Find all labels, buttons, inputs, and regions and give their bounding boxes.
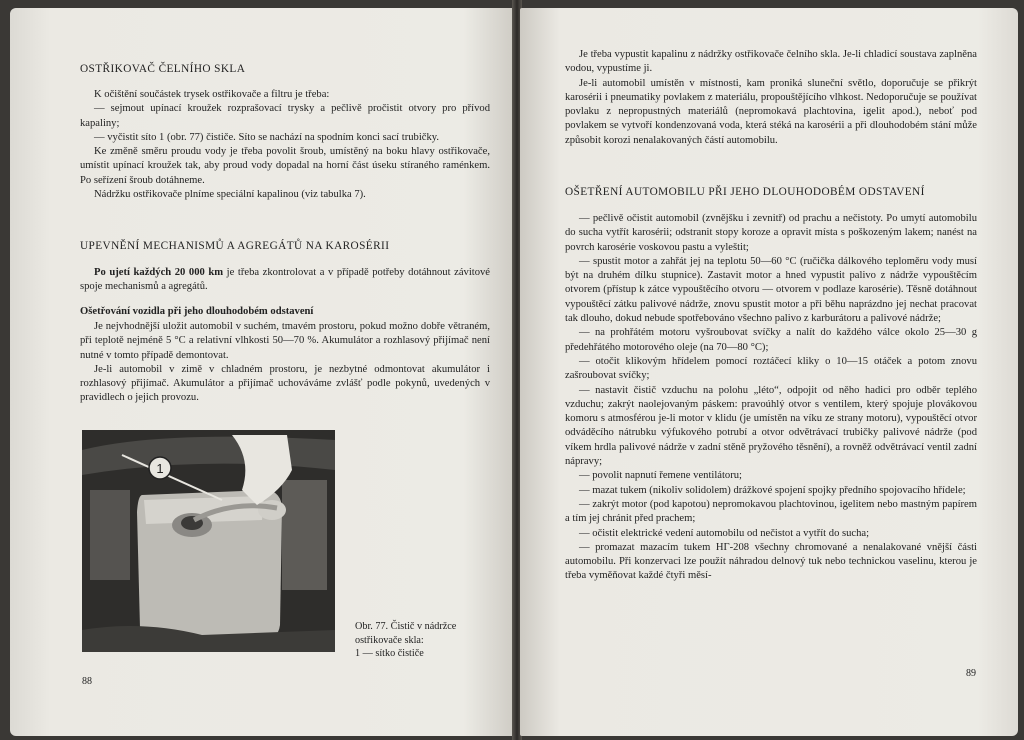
washer-para: — vyčistit síto 1 (obr. 77) čističe. Síto se nachází na spodním konci sací trubičky. (94, 131, 440, 143)
left-page (10, 8, 514, 736)
intro-para: Je-li automobil umístěn v místnosti, kam proniká sluneční světlo, doporučuje se přikrýt karosérii i pneumatiky povlakem z materiálu, propouštějícího vlhkost. Nedoporučuje se používat povlaku z nepropustných materiálů (nepromokavá plachtovina, igelit apod.), neboť pod povlakem se vytvoří kondenzovaná voda, která stéká na karosérii a při dlouhodobém stání může způsobit korozi nenalakovaných částí automobilu. (565, 77, 977, 146)
storage-text (80, 320, 490, 406)
step-item: — spustit motor a zahřát jej na teplotu 50—60 °C (ručička dálkového teploměru vody musí být na druhém dílku stupnice). Zastavit motor a hned vypustit palivo z nádrže vypouštěcím otvorem (přístup k zátce vypouštěcího otvoru — otvorem v podlaze karosérie). Těsně dotáhnout vypouštěcí zátku palivové nádrže, znovu spustit motor a při běhu naprázdno jej nechat pracovat tak dlouho, dokud nebude spotřebováno všechno palivo z karburátoru a palivové nádrže; (565, 255, 977, 325)
heading-long-term-storage: OŠETŘENÍ AUTOMOBILU PŘI JEHO DLOUHODOBÉM ODSTAVENÍ (565, 186, 925, 198)
washer-para: Nádržku ostřikovače plníme speciální kapalinou (viz tabulka 7). (94, 189, 366, 201)
step-item: — očistit elektrické vedení automobilu od nečistot a vytřít do sucha; (579, 527, 870, 539)
caption-line: Obr. 77. Čistič v nádržce (355, 621, 457, 632)
figure-77-caption (355, 620, 505, 661)
heading-windshield-washer: OSTŘIKOVAČ ČELNÍHO SKLA (80, 63, 246, 75)
washer-para: Ke změně směru proudu vody je třeba povolit šroub, umístěný na boku hlavy ostřikovače, umístit upínací kroužek tak, aby proud vody dopadal na horní část úseku stíraného raménkem. Po seřízení šroub dotáhneme. (80, 146, 490, 186)
step-item: — zakrýt motor (pod kapotou) nepromokavou plachtovinou, igelitem nebo mastným papírem a tím jej chránit před prachem; (565, 498, 977, 525)
washer-para: — sejmout upínací kroužek rozprašovací trysky a pečlivě pročistit otvory pro přívod kapaliny; (80, 103, 490, 129)
right-page (520, 8, 1018, 736)
page-number-right: 89 (966, 668, 976, 679)
washer-text (80, 88, 490, 202)
storage-para: Je nejvhodnější uložit automobil v suchém, tmavém prostoru, pokud možno dobře větraném, při teplotě nejméně 5 °C a relativní vlhkosti 50—70 %. Akumulátor a rozhlasový přijímač není nutné v tomto případě demontovat. (80, 321, 490, 361)
mileage-bold: Po ujetí každých 20 000 km (94, 267, 224, 278)
mounting-text (80, 266, 490, 295)
figure-77-photo (82, 430, 335, 652)
caption-line: 1 — sítko čističe (355, 648, 424, 659)
page-number-left: 88 (82, 676, 92, 687)
heading-mounting: UPEVNĚNÍ MECHANISMŮ A AGREGÁTŮ NA KAROSÉRII (80, 240, 390, 252)
intro-para: Je třeba vypustit kapalinu z nádržky ostřikovače čelního skla. Je-li chladicí soustava zaplněna vodou, vypustíme ji. (565, 49, 977, 75)
step-item: — nastavit čistič vzduchu na polohu „léto“, odpojit od něho hadici pro odběr teplého vzduchu; zakrýt naolejovaným páskem: pravoúhlý otvor s ventilem, který spojuje plovákovou komoru s atmosférou je-li motor v klidu (je umístěn na víku ze strany motoru), vypouštěcí otvor odváděcího nátrubku výfukového potrubí a otvor odvětrávací trubičky palivové nádrže (pod víkem hrdla palivové nádrže v zadní stěně pryžového těsnění), a rovněž odvětrávací ventil zadní nápravy; (565, 384, 977, 468)
step-item: — promazat mazacím tukem НГ-208 všechny chromované a nenalakované vnější části automobilu. Při konzervaci lze použít náhradou delnový tuk nebo technickou vaselinu, kterou je třeba vyměňovat každé čtyři měsí- (565, 541, 977, 582)
step-item: — na prohřátém motoru vyšroubovat svíčky a nalít do každého válce okolo 25—30 g předehřátého motorového oleje (na 70—80 °C); (565, 327, 977, 353)
storage-steps (565, 212, 977, 584)
step-item: — pečlivě očistit automobil (zvnějšku i zevnitř) od prachu a nečistoty. Po umytí automobilu do sucha vytřít karosérii; odstranit stopy koroze a opravit místa s poškozeným lakem; nanést na povrch karosérie voskovou pastu a vyleštit; (565, 213, 977, 253)
intro-text (565, 48, 977, 148)
step-item: — otočit klikovým hřídelem pomocí roztáčecí kliky o 10—15 otáček a potom znovu zašroubovat svíčky; (565, 355, 977, 382)
washer-reservoir-illustration (82, 430, 335, 652)
storage-para: Je-li automobil v zimě v chladném prostoru, je nezbytné odmontovat akumulátor i rozhlasový přijímač. Akumulátor a přijímač uchováváme zvlášť podle pokynů, uvedených v pravidlech o jejich provozu. (80, 363, 490, 404)
mounting-rest: je třeba zkontrolovat a v případě potřeby dotáhnout závitové spoje mechanismů a agregátů. (80, 267, 491, 293)
step-item: — povolit napnutí řemene ventilátoru; (579, 470, 742, 482)
figure-callout-1: 1 (156, 461, 164, 476)
subheading-storage: Ošetřování vozidla při jeho dlouhodobém odstavení (80, 306, 314, 317)
washer-para: K očištění součástek trysek ostřikovače a filtru je třeba: (94, 89, 330, 100)
step-item: — mazat tukem (nikoliv solidolem) drážkové spojení spojky předního spojovacího hřídele; (579, 484, 966, 496)
caption-line: ostřikovače skla: (355, 634, 424, 646)
